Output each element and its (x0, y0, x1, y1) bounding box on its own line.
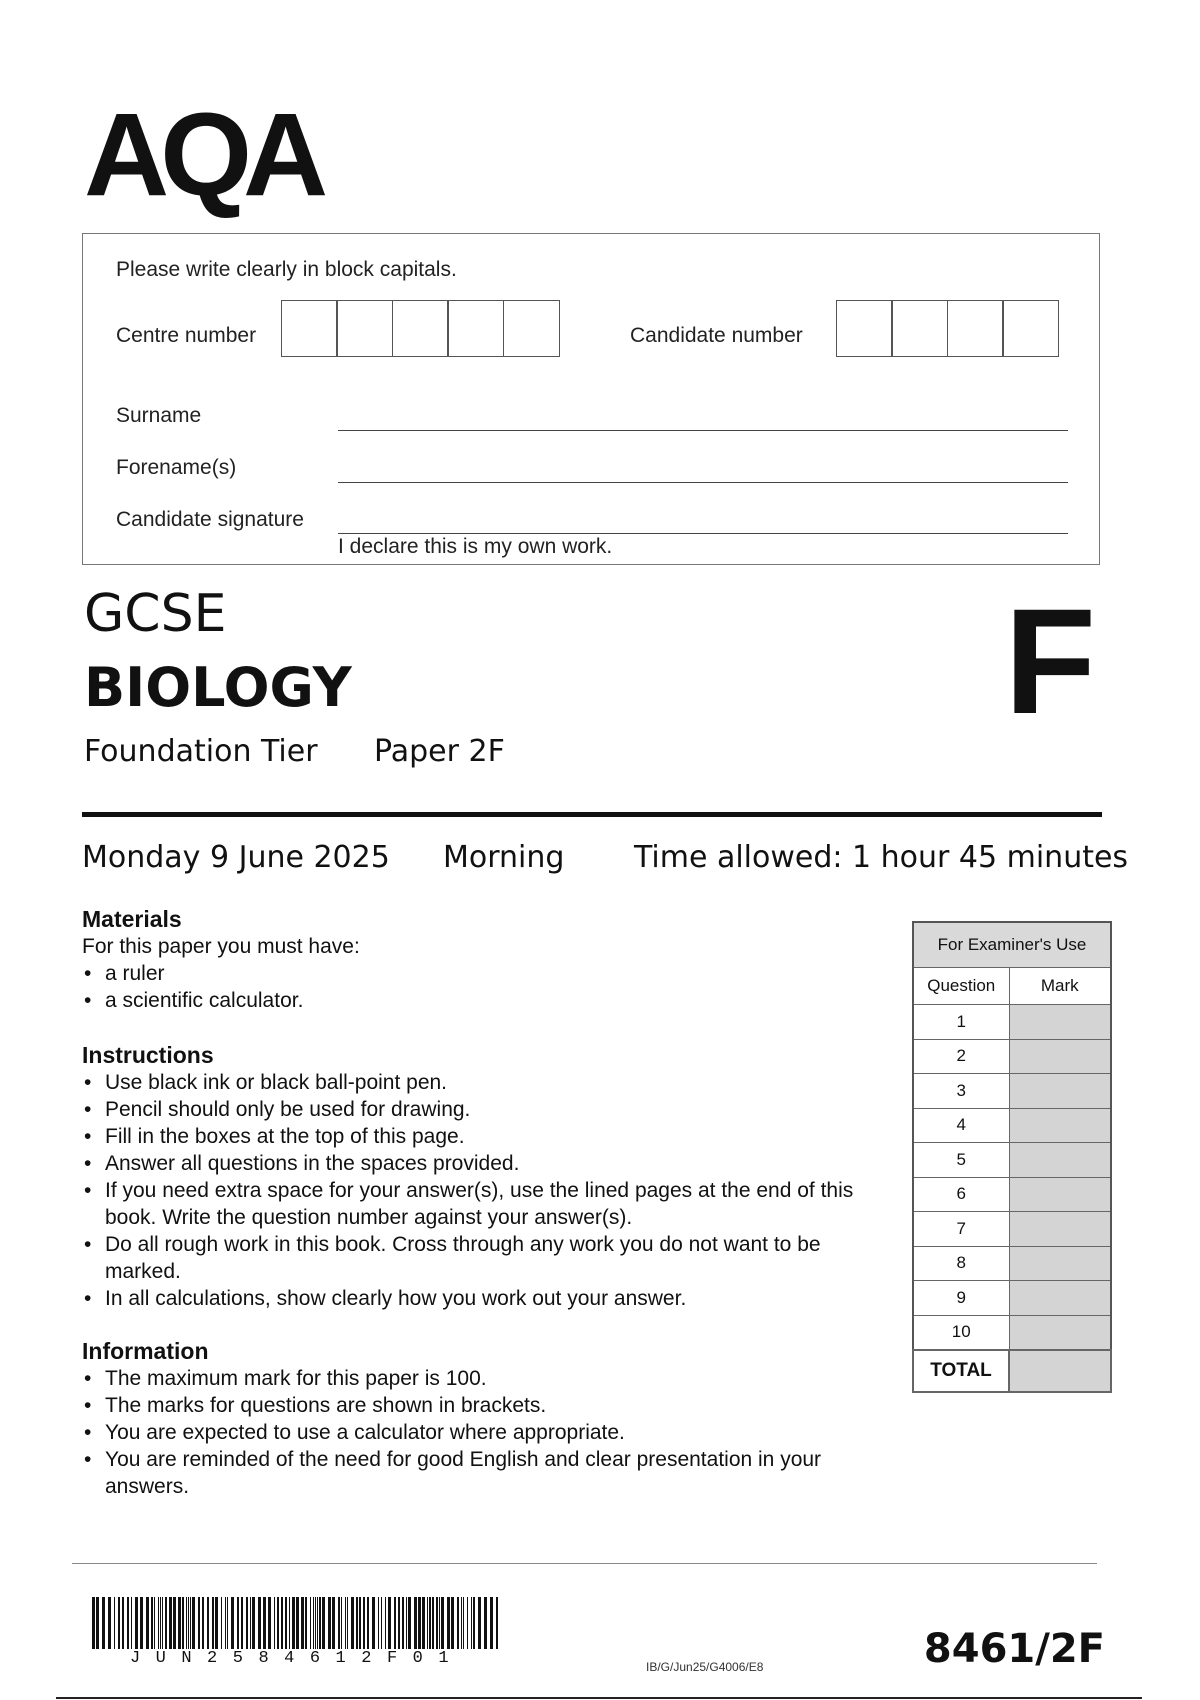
centre-number-digit-box[interactable] (503, 300, 560, 357)
barcode-bar (398, 1597, 400, 1649)
exam-date: Monday 9 June 2025 (82, 840, 390, 875)
barcode-bar (151, 1597, 153, 1649)
candidate-number-digit-box[interactable] (836, 300, 893, 357)
table-row (913, 1039, 1111, 1074)
barcode-bar (221, 1597, 222, 1649)
barcode-bar (114, 1597, 115, 1649)
table-row (913, 1315, 1111, 1350)
barcode-bar (154, 1597, 155, 1649)
mark-cell (1009, 1246, 1111, 1281)
centre-number-label: Centre number (116, 324, 257, 347)
barcode-bar (463, 1597, 464, 1649)
time-allowed: Time allowed: 1 hour 45 minutes (634, 840, 1129, 875)
barcode-bar (140, 1597, 143, 1649)
barcode-bar (367, 1597, 369, 1649)
tier-label: Foundation Tier (84, 734, 318, 769)
barcode-bar (363, 1597, 365, 1649)
centre-number-digit-box[interactable] (392, 300, 449, 357)
list-item: • a scientific calculator. (82, 987, 882, 1014)
subject-title: BIOLOGY (84, 656, 352, 719)
barcode-bar (347, 1597, 348, 1649)
question-number: 7 (913, 1212, 1009, 1247)
candidate-number-label: Candidate number (630, 324, 803, 347)
barcode-bar (108, 1597, 111, 1649)
barcode-text: JUN2584612F01 (129, 1649, 465, 1668)
barcode-bar (429, 1597, 431, 1649)
barcode-bar (351, 1597, 354, 1649)
barcode-bar (268, 1597, 271, 1649)
mark-cell (1009, 1005, 1111, 1040)
question-number: 3 (913, 1074, 1009, 1109)
barcode-bar (122, 1597, 124, 1649)
barcode-bar (467, 1597, 468, 1649)
barcode-bar (281, 1597, 283, 1649)
barcode-bar (345, 1597, 346, 1649)
candidate-number-digit-box[interactable] (1002, 300, 1059, 357)
information-section (82, 1338, 842, 1500)
barcode-bar (406, 1597, 407, 1649)
table-row (913, 1143, 1111, 1178)
barcode-bar (212, 1597, 214, 1649)
barcode-bar (135, 1597, 138, 1649)
barcode-bar (190, 1597, 191, 1649)
table-row (913, 1350, 1111, 1392)
centre-number-boxes[interactable] (282, 300, 560, 357)
barcode-bar (296, 1597, 299, 1649)
barcode-bar (127, 1597, 129, 1649)
instructions-section (82, 1042, 872, 1312)
barcode-bar (436, 1597, 438, 1649)
barcode-bar (102, 1597, 105, 1649)
barcode-bar (394, 1597, 396, 1649)
barcode-bar (457, 1597, 459, 1649)
candidate-number-digit-box[interactable] (891, 300, 948, 357)
barcode-bar (277, 1597, 279, 1649)
surname-label: Surname (116, 404, 202, 427)
barcode-bar (263, 1597, 266, 1649)
barcode-bar (402, 1597, 404, 1649)
mark-column-header: Mark (1009, 968, 1111, 1005)
barcode-bar (319, 1597, 321, 1649)
mark-cell (1009, 1281, 1111, 1316)
barcode-bar (359, 1597, 361, 1649)
list-item: • a ruler (82, 960, 882, 987)
barcode-bar (322, 1597, 325, 1649)
barcode-bar (118, 1597, 120, 1649)
examiner-table-title: For Examiner's Use (913, 922, 1111, 968)
barcode-bar (231, 1597, 234, 1649)
list-item: • In all calculations, show clearly how you work out your answer. (82, 1285, 872, 1312)
total-label: TOTAL (913, 1350, 1009, 1392)
barcode-bar (310, 1597, 311, 1649)
barcode-bar (215, 1597, 218, 1649)
centre-number-digit-box[interactable] (447, 300, 504, 357)
barcode-bar (207, 1597, 209, 1649)
tier-letter: F (1004, 577, 1096, 745)
materials-section (82, 906, 882, 1014)
barcode-bar (289, 1597, 290, 1649)
list-item: • Answer all questions in the spaces provided. (82, 1150, 872, 1177)
barcode-bar (202, 1597, 204, 1649)
barcode-bar (484, 1597, 487, 1649)
aqa-logo: AQA (84, 89, 320, 221)
mark-cell (1009, 1212, 1111, 1247)
list-item: • You are reminded of the need for good English and clear presentation in your answers. (82, 1446, 825, 1500)
barcode-bar (225, 1597, 226, 1649)
mark-cell (1009, 1177, 1111, 1212)
table-row (913, 1246, 1111, 1281)
list-item: • The maximum mark for this paper is 100. (82, 1365, 842, 1392)
barcode-bar (292, 1597, 295, 1649)
barcode-bar (408, 1597, 411, 1649)
candidate-number-boxes[interactable] (837, 300, 1059, 357)
centre-number-digit-box[interactable] (336, 300, 393, 357)
barcode (92, 1597, 502, 1649)
barcode-bar (422, 1597, 425, 1649)
question-number: 6 (913, 1177, 1009, 1212)
barcode-bar (496, 1597, 498, 1649)
barcode-bar (169, 1597, 172, 1649)
materials-intro: For this paper you must have: (82, 935, 360, 958)
table-row (913, 1074, 1111, 1109)
signature-label: Candidate signature (116, 508, 304, 531)
question-column-header: Question (913, 968, 1009, 1005)
barcode-bar (96, 1597, 99, 1649)
barcode-bar (131, 1597, 132, 1649)
examiner-use-table (912, 921, 1112, 1393)
information-heading: Information (82, 1338, 209, 1364)
block-capitals-instruction: Please write clearly in block capitals. (116, 258, 457, 281)
paper-label: Paper 2F (374, 734, 505, 769)
barcode-bar (451, 1597, 454, 1649)
barcode-bar (478, 1597, 481, 1649)
list-item: • You are expected to use a calculator where appropriate. (82, 1419, 842, 1446)
paper-code: 8461/2F (923, 1626, 1105, 1672)
barcode-bar (173, 1597, 176, 1649)
paper-reference: IB/G/Jun25/G4006/E8 (646, 1660, 764, 1674)
question-number: 2 (913, 1039, 1009, 1074)
barcode-bar (246, 1597, 248, 1649)
list-item: • If you need extra space for your answer(s), use the lined pages at the end of this book. Write the question number against your answer(s). (82, 1177, 865, 1231)
barcode-bar (162, 1597, 163, 1649)
barcode-bar (165, 1597, 167, 1649)
qualification-title: GCSE (84, 584, 227, 644)
barcode-bar (301, 1597, 304, 1649)
barcode-bar (285, 1597, 287, 1649)
barcode-bar (250, 1597, 251, 1649)
centre-number-digit-box[interactable] (281, 300, 338, 357)
barcode-bar (439, 1597, 440, 1649)
barcode-bar (461, 1597, 462, 1649)
barcode-bar (385, 1597, 386, 1649)
question-number: 10 (913, 1315, 1009, 1350)
barcode-bar (341, 1597, 342, 1649)
barcode-bar (315, 1597, 316, 1649)
list-item: • Use black ink or black ball-point pen. (82, 1069, 872, 1096)
mark-cell (1009, 1143, 1111, 1178)
barcode-bar (274, 1597, 275, 1649)
table-row (913, 1281, 1111, 1316)
question-number: 4 (913, 1108, 1009, 1143)
barcode-bar (305, 1597, 307, 1649)
list-item: • Pencil should only be used for drawing. (82, 1096, 872, 1123)
barcode-bar (378, 1597, 379, 1649)
barcode-bar (338, 1597, 340, 1649)
barcode-bar (388, 1597, 391, 1649)
barcode-bar (432, 1597, 434, 1649)
question-number: 9 (913, 1281, 1009, 1316)
mark-cell (1009, 1108, 1111, 1143)
candidate-number-digit-box[interactable] (947, 300, 1004, 357)
table-row (913, 1108, 1111, 1143)
barcode-bar (146, 1597, 149, 1649)
barcode-bar (188, 1597, 189, 1649)
total-mark-cell (1009, 1350, 1111, 1392)
signature-field[interactable] (338, 533, 1068, 534)
materials-heading: Materials (82, 906, 182, 932)
barcode-bar (192, 1597, 195, 1649)
barcode-bar (418, 1597, 421, 1649)
mark-cell (1009, 1074, 1111, 1109)
barcode-bar (258, 1597, 261, 1649)
barcode-bar (317, 1597, 318, 1649)
question-number: 8 (913, 1246, 1009, 1281)
header-divider (82, 812, 1102, 817)
instructions-heading: Instructions (82, 1042, 214, 1068)
barcode-bar (313, 1597, 314, 1649)
declaration-text: I declare this is my own work. (338, 535, 613, 558)
barcode-bar (252, 1597, 255, 1649)
barcode-bar (473, 1597, 475, 1649)
table-row (913, 1212, 1111, 1247)
surname-field[interactable] (338, 430, 1068, 431)
table-row (913, 1005, 1111, 1040)
barcode-bar (372, 1597, 375, 1649)
list-item: • Do all rough work in this book. Cross through any work you do not want to be marked. (82, 1231, 825, 1285)
list-item: • Fill in the boxes at the top of this page. (82, 1123, 872, 1150)
barcode-bar (332, 1597, 335, 1649)
barcode-bar (447, 1597, 450, 1649)
barcode-bar (471, 1597, 472, 1649)
barcode-bar (178, 1597, 181, 1649)
barcode-bar (427, 1597, 428, 1649)
mark-cell (1009, 1039, 1111, 1074)
barcode-bar (414, 1597, 417, 1649)
page-bottom-rule (56, 1697, 1142, 1699)
barcode-bar (160, 1597, 161, 1649)
footer-divider (72, 1563, 1097, 1564)
barcode-bar (198, 1597, 200, 1649)
barcode-bar (158, 1597, 159, 1649)
barcode-bar (186, 1597, 187, 1649)
barcode-bar (237, 1597, 239, 1649)
mark-cell (1009, 1315, 1111, 1350)
barcode-bar (241, 1597, 243, 1649)
list-item: • The marks for questions are shown in brackets. (82, 1392, 842, 1419)
barcode-bar (328, 1597, 331, 1649)
forenames-field[interactable] (338, 482, 1068, 483)
barcode-bar (92, 1597, 95, 1649)
exam-session: Morning (443, 840, 565, 875)
question-number: 5 (913, 1143, 1009, 1178)
forenames-label: Forename(s) (116, 456, 237, 479)
barcode-bar (182, 1597, 184, 1649)
barcode-bar (381, 1597, 382, 1649)
barcode-bar (441, 1597, 444, 1649)
table-row (913, 1177, 1111, 1212)
barcode-bar (490, 1597, 493, 1649)
question-number: 1 (913, 1005, 1009, 1040)
barcode-bar (356, 1597, 358, 1649)
barcode-bar (227, 1597, 228, 1649)
